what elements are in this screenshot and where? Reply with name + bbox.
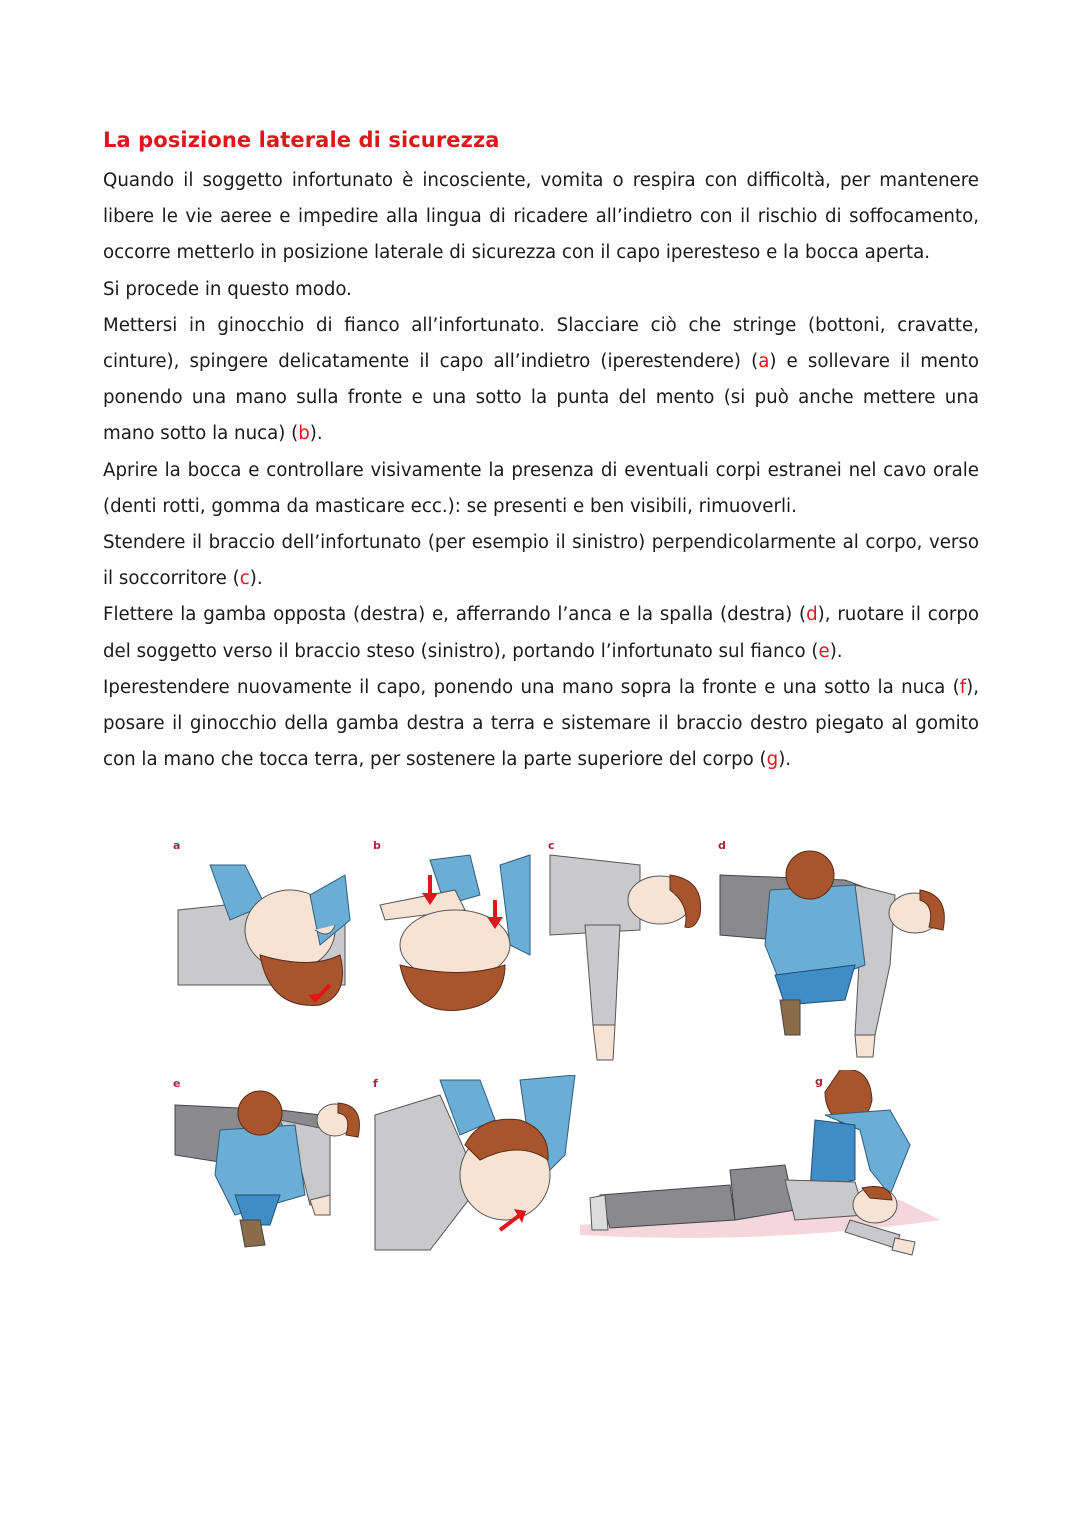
paragraph-step-f-g [103, 670, 979, 779]
illustration-panel-d [715, 835, 950, 1065]
paragraph-procedure-intro: Si procede in questo modo. [103, 278, 352, 300]
head-re-tilt-illustration [370, 1075, 580, 1255]
panel-label-g: g [815, 1075, 823, 1088]
illustration-panel-b [370, 835, 535, 1025]
figure-ref-e: e [818, 640, 830, 662]
step-text: Stendere il braccio dell’infortunato (per esempio il sinistro) perpendicolarmente al corpo, verso il soccorritore ( [103, 532, 979, 590]
figure-ref-f: f [959, 676, 967, 698]
panel-label-d: d [718, 839, 726, 852]
illustration-panel-a [170, 835, 360, 1025]
step-text: ) e sollevare il mento ponendo una mano sulla fronte e una sotto la punta del mento (si può anche mettere una mano sotto la nuca) ( [103, 351, 979, 445]
illustration-panel-f [370, 1075, 580, 1255]
step-text: ). [829, 640, 843, 662]
step-text: ). [249, 568, 263, 590]
figure-ref-d: d [806, 604, 818, 626]
panel-label-c: c [548, 839, 555, 852]
figure-ref-g: g [766, 749, 779, 771]
head-tilt-illustration [170, 835, 360, 1025]
paragraph-intro: Quando il soggetto infortunato è incosciente, vomita o respira con difficoltà, per mantenere libere le vie aeree e impedire alla lingua di ricadere all’indietro con il rischio di soffocamento, occorre metterlo in posizione laterale di sicurezza con il capo iperesteso e la bocca aperta. [103, 170, 979, 264]
step-text: ), ruotare il corpo del soggetto verso il braccio steso (sinistro), portando l’infortunato sul fianco ( [103, 604, 979, 662]
step-text: Mettersi in ginocchio di fianco all’infortunato. Slacciare ciò che stringe (bottoni, cravatte, cinture), spingere delicatamente il capo all’indietro (iperestendere) ( [103, 314, 979, 373]
panel-label-f: f [373, 1077, 378, 1090]
page-title: La posizione laterale di sicurezza [103, 128, 500, 152]
step-text: Iperestendere nuovamente il capo, ponendo una mano sopra la fronte e una sotto la nuca ( [103, 676, 960, 698]
paragraph-step-d-e [103, 597, 979, 669]
illustration-panel-g [570, 1070, 950, 1275]
rolling-victim-illustration [715, 835, 950, 1065]
chin-lift-illustration [370, 835, 535, 1025]
victim-on-side-illustration [170, 1075, 370, 1255]
paragraph-step-c [103, 525, 979, 597]
figure-ref-c: c [239, 568, 250, 590]
illustration-panel-e [170, 1075, 370, 1255]
figure-ref-a: a [758, 351, 770, 373]
arm-extended-illustration [545, 835, 710, 1075]
step-text: ). [309, 423, 323, 445]
panel-label-b: b [373, 839, 381, 852]
recovery-position-figure [170, 835, 950, 1285]
step-text: Flettere la gamba opposta (destra) e, afferrando l’anca e la spalla (destra) ( [103, 604, 807, 626]
final-recovery-position-illustration [570, 1070, 950, 1275]
figure-ref-b: b [298, 423, 310, 445]
illustration-panel-c [545, 835, 710, 1075]
step-text: ). [778, 749, 792, 771]
paragraph-mouth-check: Aprire la bocca e controllare visivamente la presenza di eventuali corpi estranei nel cavo orale (denti rotti, gomma da masticare ecc.): se presenti e ben visibili, rimuoverli. [103, 459, 979, 517]
panel-label-a: a [173, 839, 181, 852]
panel-label-e: e [173, 1077, 181, 1090]
body-text [103, 163, 979, 778]
step-text: ), posare il ginocchio della gamba destra a terra e sistemare il braccio destro piegato al gomito con la mano che tocca terra, per sostenere la parte superiore del corpo ( [103, 676, 979, 771]
paragraph-step-a-b [103, 308, 979, 453]
